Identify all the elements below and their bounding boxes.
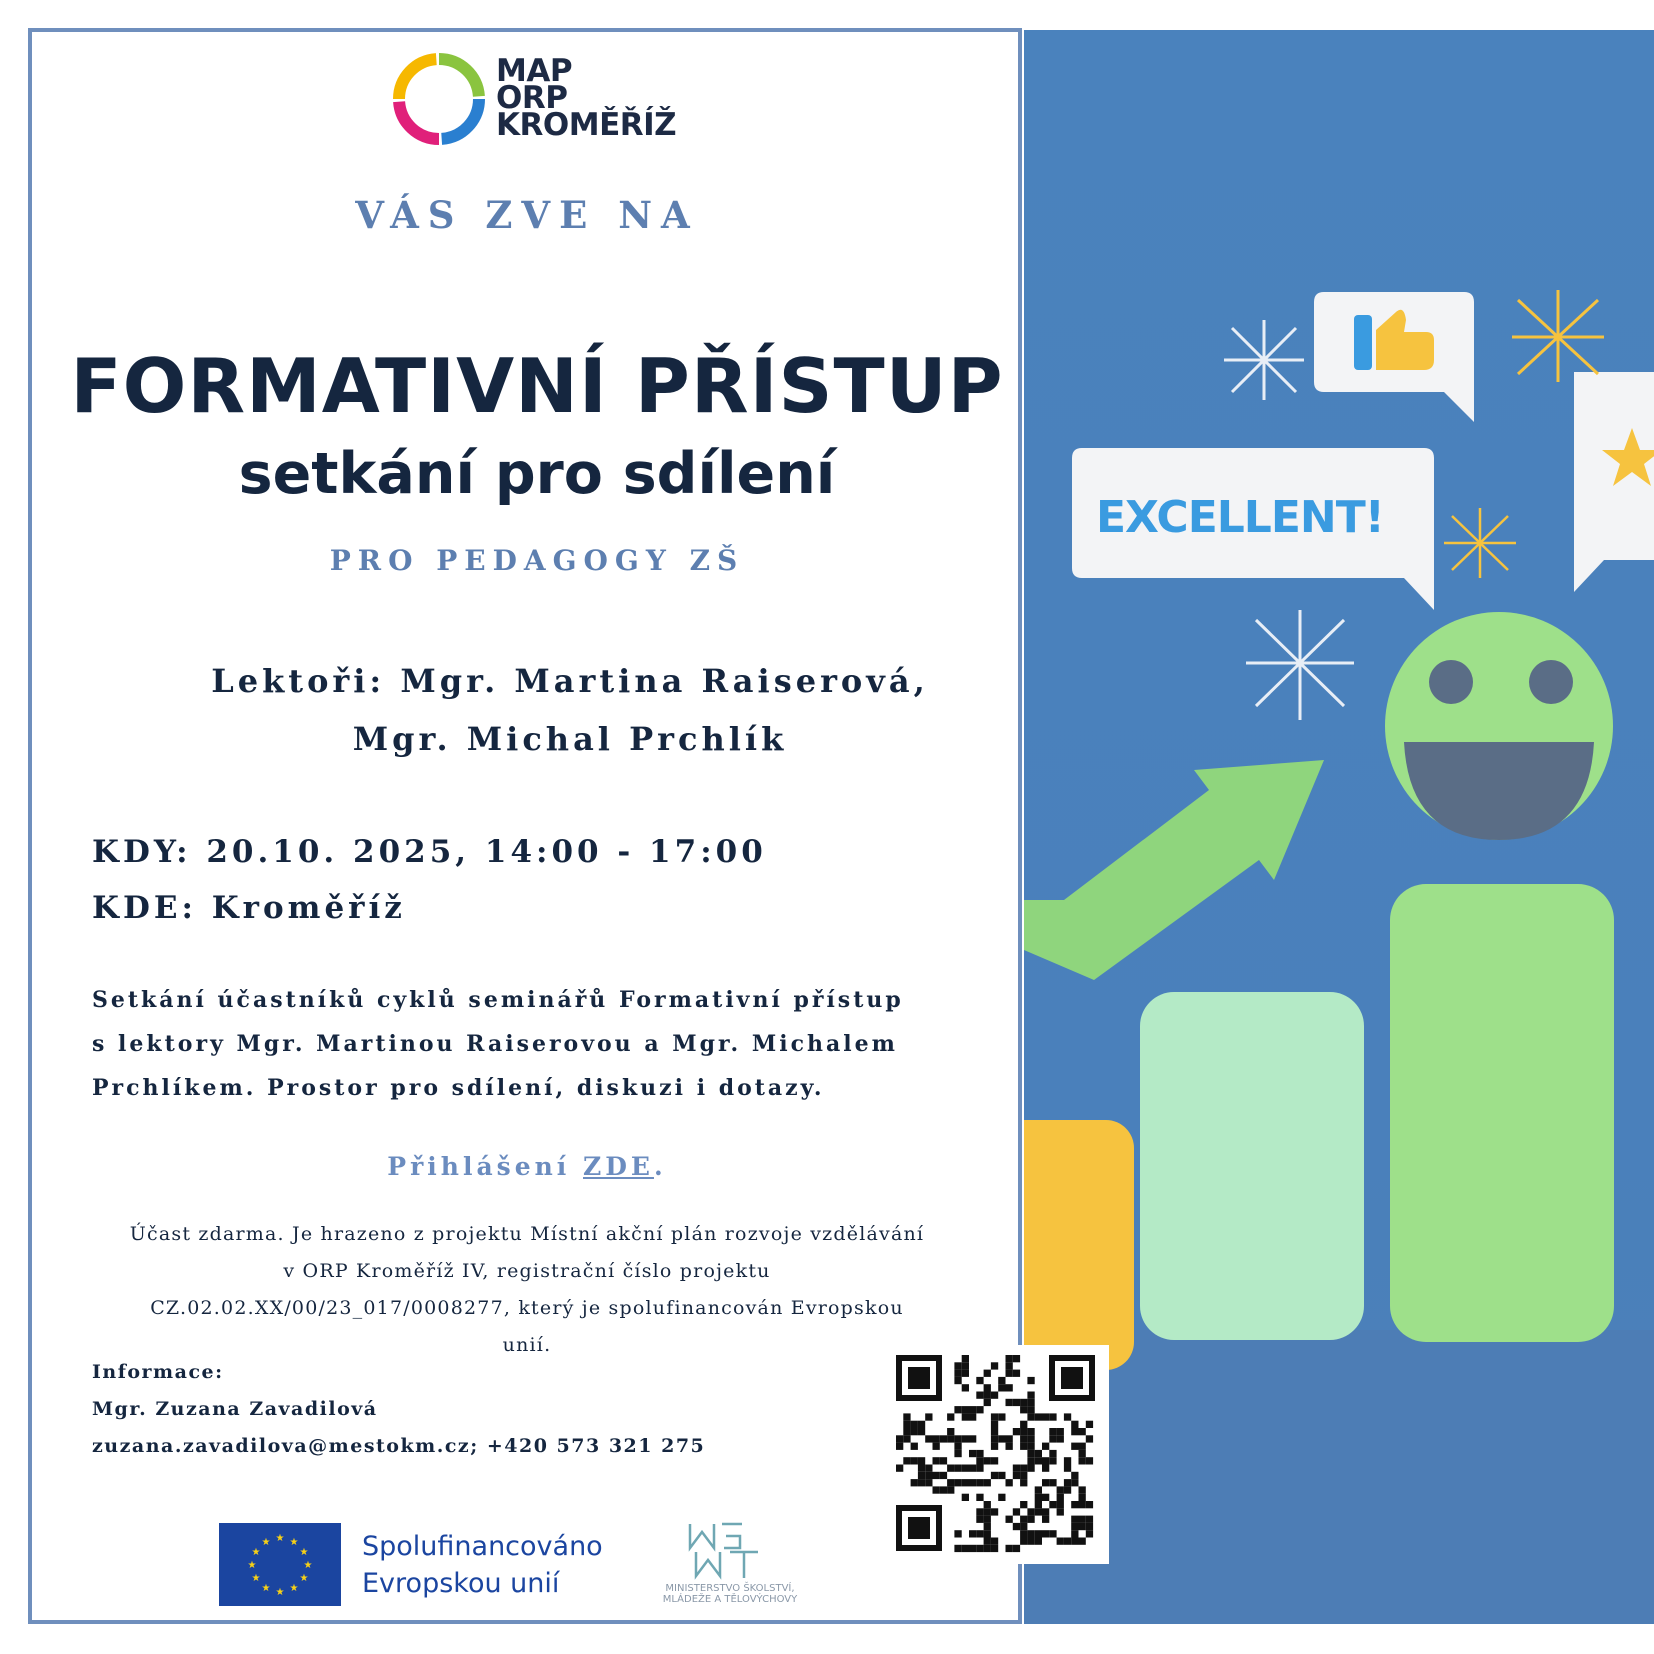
qr-module [1042,1530,1049,1537]
qr-module [1079,1494,1086,1501]
qr-module [918,1421,925,1428]
qr-module [1071,1538,1078,1545]
qr-module [1013,1545,1020,1552]
qr-module [1042,1508,1049,1515]
qr-module [903,1421,910,1428]
qr-module [1042,1516,1049,1523]
qr-module [1020,1501,1027,1508]
qr-module [1042,1413,1049,1420]
qr-module [1020,1428,1027,1435]
qr-module [976,1406,983,1413]
qr-module [918,1428,925,1435]
qr-module [962,1413,969,1420]
qr-module [969,1545,976,1552]
qr-module [998,1377,1005,1384]
qr-module [991,1443,998,1450]
qr-module [1064,1486,1071,1493]
qr-module [1086,1501,1093,1508]
event-title: FORMATIVNÍ PŘÍSTUP [70,342,1004,430]
qr-module [976,1516,983,1523]
qr-module [991,1435,998,1442]
funding-line-1: Účast zdarma. Je hrazeno z projektu Místní akční plán rozvoje vzdělávání [129,1223,925,1245]
qr-module [1057,1508,1064,1515]
qr-module [1027,1399,1034,1406]
registration-suffix: . [653,1152,667,1181]
qr-module [1064,1465,1071,1472]
qr-module [1071,1479,1078,1486]
qr-module [925,1413,932,1420]
qr-module [918,1457,925,1464]
qr-module [1042,1443,1049,1450]
qr-module [1086,1523,1093,1530]
qr-module [1027,1428,1034,1435]
qr-module [976,1494,983,1501]
svg-text:★: ★ [303,1560,313,1571]
qr-module [1064,1538,1071,1545]
qr-module [1035,1457,1042,1464]
qr-module [918,1479,925,1486]
qr-module [1013,1428,1020,1435]
qr-module [984,1545,991,1552]
qr-module [998,1435,1005,1442]
registration [0,1152,1054,1181]
qr-module [1027,1450,1034,1457]
thumbs-icon-cuff [1354,315,1372,370]
description-line-2: s lektory Mgr. Martinou Raiserovou a Mgr. Michalem [92,1031,898,1057]
qr-module [918,1472,925,1479]
qr-module [933,1435,940,1442]
qr-module [1049,1457,1056,1464]
qr-module [933,1472,940,1479]
logo-line-3: KROMĚŘÍŽ [496,107,677,143]
qr-module [1020,1472,1027,1479]
qr-module [1086,1435,1093,1442]
qr-module [1006,1370,1013,1377]
qr-module [896,1443,903,1450]
qr-module [940,1435,947,1442]
illustration-photo [1024,30,1654,1624]
qr-module [1086,1421,1093,1428]
info-name: Mgr. Zuzana Zavadilová [92,1398,378,1420]
qr-module [976,1392,983,1399]
qr-module [1027,1377,1034,1384]
qr-module [1049,1479,1056,1486]
qr-module [998,1472,1005,1479]
qr-module [911,1428,918,1435]
qr-module [947,1428,954,1435]
qr-code[interactable] [884,1345,1109,1564]
qr-module [1013,1399,1020,1406]
qr-module [1057,1435,1064,1442]
eu-stars [219,1523,341,1606]
qr-module [911,1421,918,1428]
msmt-logo-icon [686,1518,776,1582]
qr-module [991,1428,998,1435]
qr-module [1006,1384,1013,1391]
qr-module [1071,1428,1078,1435]
qr-module [947,1479,954,1486]
qr-module [903,1435,910,1442]
qr-code-graphic [884,1345,1109,1564]
eu-line-1: Spolufinancováno [362,1531,603,1562]
qr-module [969,1413,976,1420]
qr-module [954,1406,961,1413]
qr-module [1013,1472,1020,1479]
qr-module [962,1494,969,1501]
star-bubble [1574,372,1654,592]
registration-link[interactable]: ZDE [583,1152,654,1181]
qr-module [896,1465,903,1472]
qr-module [903,1428,910,1435]
qr-module [984,1457,991,1464]
qr-module [1071,1530,1078,1537]
qr-module [1079,1450,1086,1457]
qr-module [969,1435,976,1442]
qr-module [991,1362,998,1369]
qr-module [1064,1413,1071,1420]
qr-module [1027,1508,1034,1515]
qr-module [1071,1516,1078,1523]
contact-info [92,1354,705,1465]
qr-module [1006,1362,1013,1369]
qr-module [962,1435,969,1442]
qr-module [1042,1479,1049,1486]
qr-module [1057,1494,1064,1501]
info-label: Informace: [92,1361,224,1383]
qr-module [1079,1428,1086,1435]
qr-module [1020,1443,1027,1450]
qr-module [1006,1479,1013,1486]
smiley-left-eye [1429,660,1473,704]
qr-module [925,1472,932,1479]
qr-module [984,1384,991,1391]
qr-module [1020,1516,1027,1523]
illustration-svg [1024,30,1654,1624]
qr-module [1013,1508,1020,1515]
qr-module [991,1457,998,1464]
smiley-mouth [1404,742,1594,840]
qr-module [962,1355,969,1362]
tall-bar [1390,884,1614,1342]
qr-module [1057,1538,1064,1545]
qr-module [940,1486,947,1493]
description-line-1: Setkání účastníků cyklů seminářů Formativní přístup [92,987,904,1013]
qr-finder-patterns [896,1355,1095,1551]
funding-line-4: unií. [502,1334,552,1356]
qr-module [1027,1406,1034,1413]
qr-module [1086,1530,1093,1537]
funding-line-3: CZ.02.02.XX/00/23_017/0008277, který je spolufinancován Evropskou [150,1297,904,1319]
qr-module [998,1384,1005,1391]
qr-module [1020,1421,1027,1428]
qr-module [1071,1421,1078,1428]
qr-module [1027,1530,1034,1537]
event-subtitle: setkání pro sdílení [238,441,836,507]
qr-module [1079,1538,1086,1545]
svg-text:★: ★ [251,1547,261,1558]
qr-module [1071,1501,1078,1508]
svg-text:★: ★ [247,1560,257,1571]
qr-module [984,1399,991,1406]
audience-label: PRO PEDAGOGY ZŠ [329,544,745,577]
qr-module [1049,1450,1056,1457]
svg-text:★: ★ [299,1573,309,1584]
qr-module [925,1465,932,1472]
qr-module [969,1479,976,1486]
growth-arrow [1024,760,1324,980]
qr-module [1006,1399,1013,1406]
lectors-line-1: Lektoři: Mgr. Martina Raiserová, [211,662,929,700]
qr-module [933,1443,940,1450]
qr-module [976,1479,983,1486]
svg-text:★: ★ [251,1573,261,1584]
qr-module [976,1508,983,1515]
qr-module [1006,1435,1013,1442]
qr-module [1027,1457,1034,1464]
qr-module [1006,1516,1013,1523]
qr-module [1035,1538,1042,1545]
qr-module [984,1508,991,1515]
qr-module [1013,1355,1020,1362]
svg-text:★: ★ [289,1537,299,1548]
qr-module [984,1392,991,1399]
msmt-caption [640,1583,820,1605]
qr-module [954,1479,961,1486]
qr-module [954,1443,961,1450]
qr-module [976,1545,983,1552]
qr-module [903,1457,910,1464]
qr-module [1071,1523,1078,1530]
qr-module [969,1406,976,1413]
qr-module [1020,1406,1027,1413]
qr-module [962,1406,969,1413]
qr-module [1027,1435,1034,1442]
qr-module [1027,1392,1034,1399]
qr-module [1006,1443,1013,1450]
eu-cofunded-text [362,1528,603,1602]
qr-module [991,1508,998,1515]
svg-text:★: ★ [261,1583,271,1594]
invite-heading: VÁS ZVE NA [355,193,699,237]
qr-module [1035,1413,1042,1420]
qr-module [1049,1413,1056,1420]
qr-module [991,1413,998,1420]
qr-module [954,1450,961,1457]
qr-module [962,1384,969,1391]
qr-module [1042,1457,1049,1464]
qr-module [1006,1355,1013,1362]
qr-module [1027,1516,1034,1523]
logo-line-1: MAP [496,53,573,89]
qr-module [969,1530,976,1537]
smiley-right-eye [1529,660,1573,704]
qr-module [1079,1457,1086,1464]
sparkle-gold-2 [1444,508,1516,578]
info-contact[interactable]: zuzana.zavadilova@mestokm.cz; +420 573 321 275 [92,1435,706,1457]
qr-module [1079,1443,1086,1450]
qr-module [1035,1501,1042,1508]
sparkle-white-2 [1246,610,1354,720]
svg-text:★: ★ [289,1583,299,1594]
qr-module [1086,1516,1093,1523]
qr-module [984,1530,991,1537]
svg-text:★: ★ [275,1533,285,1544]
svg-text:★: ★ [261,1537,271,1548]
qr-module [991,1392,998,1399]
qr-module [1027,1413,1034,1420]
qr-module [1071,1443,1078,1450]
qr-module [1071,1472,1078,1479]
qr-module [954,1435,961,1442]
qr-module [1006,1545,1013,1552]
lectors-line-2: Mgr. Michal Prchlík [352,720,788,758]
qr-module [1020,1435,1027,1442]
qr-module [969,1450,976,1457]
qr-module [1027,1538,1034,1545]
qr-module [911,1479,918,1486]
logo-line-2: ORP [496,80,568,116]
qr-module [976,1450,983,1457]
qr-module [1079,1516,1086,1523]
qr-module [1057,1428,1064,1435]
qr-module [947,1413,954,1420]
qr-module [1079,1486,1086,1493]
qr-module [1013,1523,1020,1530]
qr-module [940,1472,947,1479]
eu-flag-icon [219,1523,341,1606]
qr-module [1057,1501,1064,1508]
qr-module [954,1530,961,1537]
excellent-text: EXCELLENT! [1096,492,1384,543]
qr-module [954,1370,961,1377]
qr-module [954,1377,961,1384]
eu-line-2: Evropskou unií [362,1568,560,1599]
qr-module [1020,1523,1027,1530]
middle-bar [1140,992,1364,1340]
qr-module [1042,1465,1049,1472]
qr-module [962,1545,969,1552]
qr-module [954,1362,961,1369]
qr-module [991,1545,998,1552]
qr-module [1035,1486,1042,1493]
qr-module [947,1435,954,1442]
qr-module [984,1523,991,1530]
event-description [92,978,972,1110]
qr-module [991,1472,998,1479]
qr-module [947,1486,954,1493]
funding-note [0,1216,1054,1364]
msmt-line-1: MINISTERSTVO ŠKOLSTVÍ, [665,1583,795,1594]
qr-module [1079,1501,1086,1508]
qr-module [984,1370,991,1377]
qr-module [1049,1435,1056,1442]
qr-module [991,1538,998,1545]
event-where: KDE: Kroměříž [92,890,406,926]
qr-module [1035,1530,1042,1537]
qr-module [954,1465,961,1472]
qr-module [984,1501,991,1508]
qr-module [962,1479,969,1486]
qr-module [1020,1538,1027,1545]
qr-module [976,1457,983,1464]
qr-module [998,1413,1005,1420]
qr-module [1035,1508,1042,1515]
description-line-3: Prchlíkem. Prostor pro sdílení, diskuzi i dotazy. [92,1075,825,1101]
qr-module [954,1545,961,1552]
qr-module [984,1538,991,1545]
qr-module [1027,1465,1034,1472]
qr-module [1020,1530,1027,1537]
qr-module [1086,1457,1093,1464]
qr-module [998,1494,1005,1501]
qr-module [962,1370,969,1377]
qr-module [1020,1399,1027,1406]
qr-module [925,1435,932,1442]
qr-module [925,1479,932,1486]
qr-module [1042,1494,1049,1501]
qr-module [962,1362,969,1369]
qr-module [1049,1501,1056,1508]
qr-module [911,1457,918,1464]
sparkle-gold-1 [1512,290,1604,382]
sparkle-white-1 [1224,320,1304,400]
qr-module [976,1465,983,1472]
qr-module [918,1465,925,1472]
qr-module [903,1413,910,1420]
registration-text: Přihlášení [387,1152,583,1181]
qr-module [976,1530,983,1537]
msmt-line-2: MLÁDEŽE A TĚLOVÝCHOVY [662,1594,798,1605]
qr-module [1035,1494,1042,1501]
qr-module [969,1465,976,1472]
qr-module [984,1516,991,1523]
qr-module [947,1465,954,1472]
map-logo-icon [392,52,486,146]
qr-module [1064,1479,1071,1486]
qr-module [976,1377,983,1384]
qr-module [933,1457,940,1464]
funding-line-2: v ORP Kroměříž IV, registrační číslo projektu [283,1260,771,1282]
map-logo-text [496,53,677,143]
qr-module [1013,1370,1020,1377]
event-when: KDY: 20.10. 2025, 14:00 - 17:00 [92,834,767,870]
floor-shade [1024,1330,1654,1624]
qr-module [896,1435,903,1442]
qr-module [984,1479,991,1486]
qr-module [911,1443,918,1450]
qr-module [1057,1486,1064,1493]
qr-module [1079,1523,1086,1530]
qr-module [1020,1465,1027,1472]
qr-module [1035,1450,1042,1457]
qr-module [991,1421,998,1428]
svg-text:★: ★ [299,1547,309,1558]
svg-text:★: ★ [275,1587,285,1598]
qr-module [1027,1443,1034,1450]
qr-module [1013,1465,1020,1472]
qr-module [1064,1457,1071,1464]
qr-module [1049,1530,1056,1537]
qr-module [1020,1479,1027,1486]
qr-module [940,1457,947,1464]
qr-module [962,1465,969,1472]
qr-module [933,1486,940,1493]
qr-module [1049,1428,1056,1435]
